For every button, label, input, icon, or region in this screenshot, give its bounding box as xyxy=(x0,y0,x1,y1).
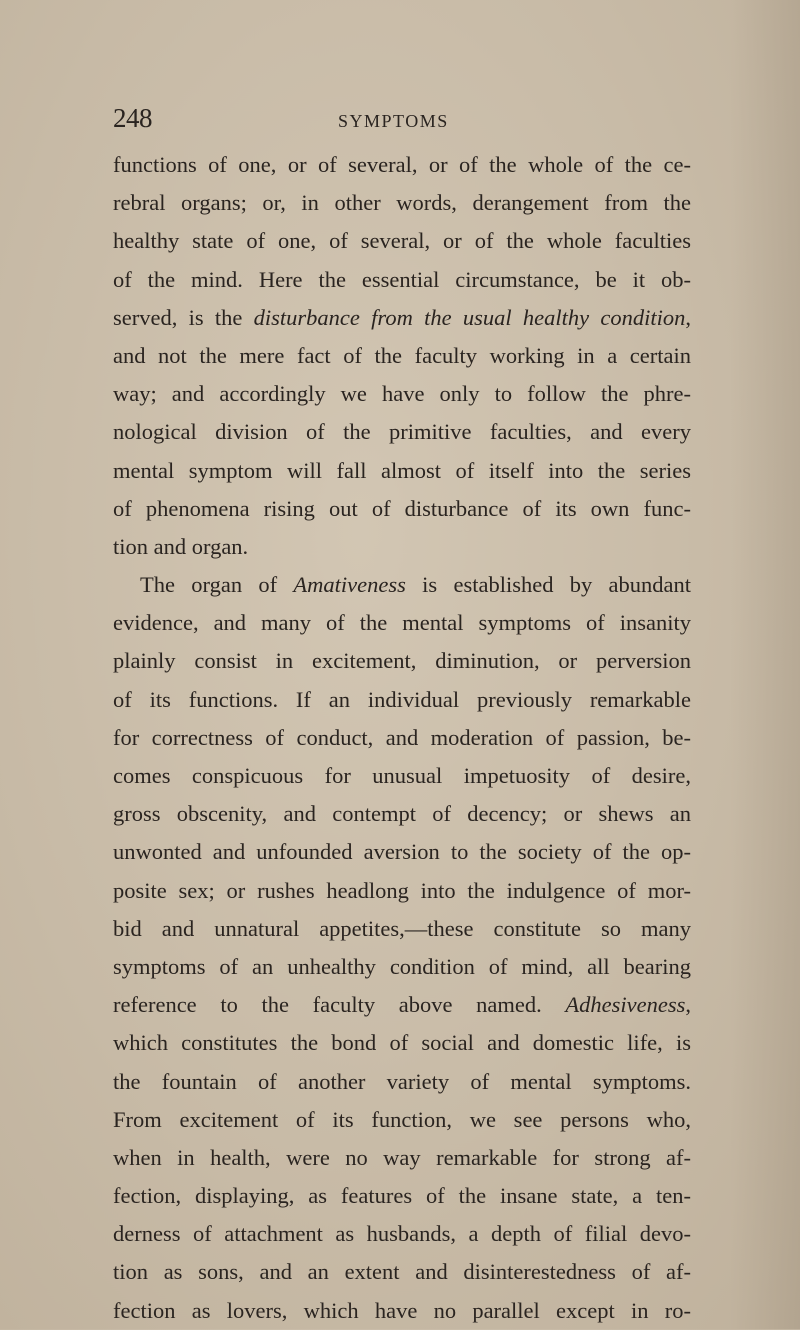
page-edge-shadow xyxy=(730,0,800,1329)
text-line: of phenomena rising out of disturbance of its own func- xyxy=(113,495,691,521)
text-line: plainly consist in excitement, diminution, or perversion xyxy=(113,648,691,674)
text-run: The organ of xyxy=(140,572,294,598)
text-line: rebral organs; or, in other words, derangement from the xyxy=(113,190,691,216)
text-line-paragraph-start xyxy=(113,566,691,604)
text-line: of its functions. If an individual previously remarkable xyxy=(113,686,691,712)
text-line: symptoms of an unhealthy condition of mind, all bearing xyxy=(113,953,691,979)
text-line: gross obscenity, and contempt of decency; or shews an xyxy=(113,801,691,827)
text-line: unwonted and unfounded aversion to the society of the op- xyxy=(113,839,691,865)
text-line: tion and organ. xyxy=(113,533,249,559)
text-run: served, is the xyxy=(113,304,254,330)
italic-emphasis: Adhesiveness xyxy=(565,992,686,1018)
text-line: From excitement of its function, we see persons who, xyxy=(113,1106,691,1132)
running-title: SYMPTOMS xyxy=(338,111,449,131)
page-number: 248 xyxy=(113,103,152,133)
text-line: nological division of the primitive faculties, and every xyxy=(113,419,691,445)
text-line: comes conspicuous for unusual impetuosity of desire, xyxy=(113,763,691,788)
text-line: and not the mere fact of the faculty working in a certain xyxy=(113,342,691,368)
running-head xyxy=(113,103,693,133)
text-line: the fountain of another variety of mental symptoms. xyxy=(113,1068,691,1094)
text-run: is established by abundant xyxy=(405,572,691,598)
text-line: which constitutes the bond of social and domestic life, is xyxy=(113,1030,691,1056)
text-line: functions of one, or of several, or of the whole of the ce- xyxy=(113,152,691,177)
text-line: fection, displaying, as features of the insane state, a ten- xyxy=(113,1183,691,1209)
text-line xyxy=(113,299,691,337)
italic-emphasis: Amativeness xyxy=(293,572,406,598)
text-line: evidence, and many of the mental symptoms of insanity xyxy=(113,610,691,636)
text-line: posite sex; or rushes headlong into the indulgence of mor- xyxy=(113,877,691,903)
text-run: reference to the faculty above named. xyxy=(113,992,566,1018)
body-text xyxy=(113,146,691,1330)
text-line: when in health, were no way remarkable for strong af- xyxy=(113,1144,691,1170)
text-line: bid and unnatural appetites,—these constitute so many xyxy=(113,915,691,941)
text-line xyxy=(113,986,691,1024)
text-line: mental symptom will fall almost of itself into the series xyxy=(113,457,691,483)
text-line: healthy state of one, of several, or of the whole faculties xyxy=(113,228,691,254)
text-line: derness of attachment as husbands, a depth of filial devo- xyxy=(113,1221,691,1247)
text-line: fection as lovers, which have no parallel except in ro- xyxy=(113,1297,691,1323)
text-line: of the mind. Here the essential circumstance, be it ob- xyxy=(113,266,691,292)
text-line: for correctness of conduct, and moderation of passion, be- xyxy=(113,724,691,750)
text-run: , xyxy=(685,304,691,330)
text-run: , xyxy=(685,992,691,1018)
text-line: tion as sons, and an extent and disinterestedness of af- xyxy=(113,1259,691,1285)
italic-emphasis: disturbance from the usual healthy condition xyxy=(253,304,686,330)
text-line: way; and accordingly we have only to follow the phre- xyxy=(113,381,691,407)
